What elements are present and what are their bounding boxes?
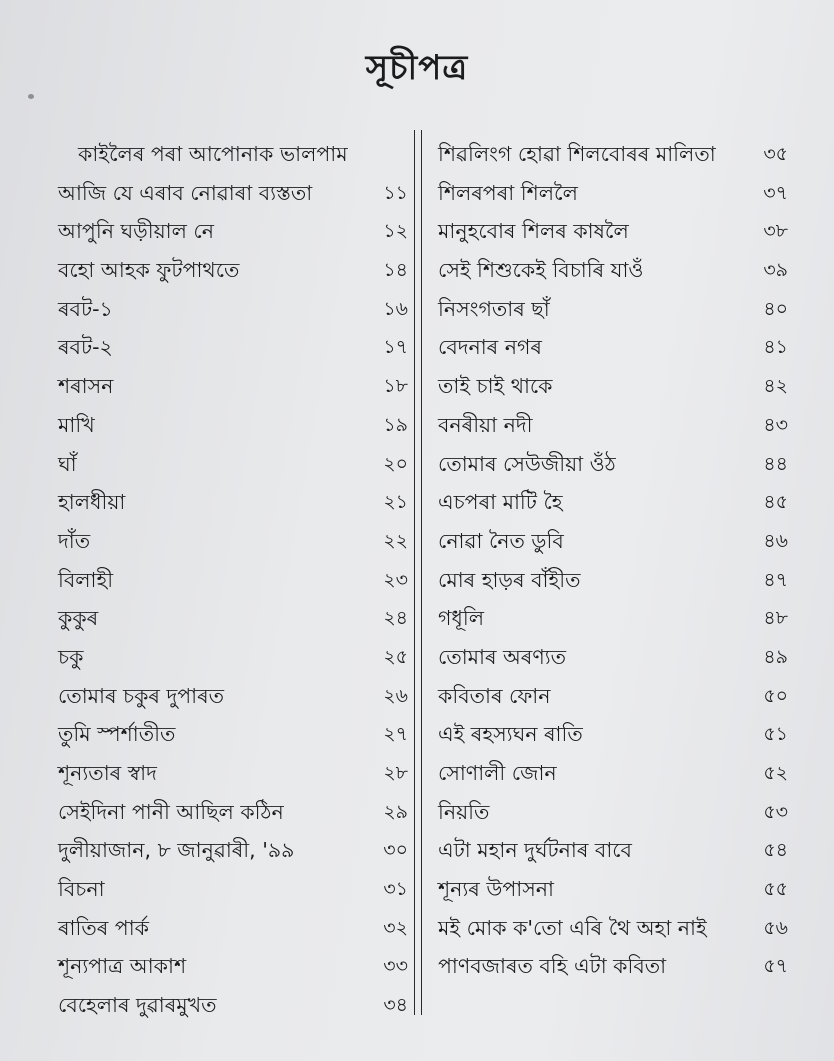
- toc-entry-title: বেহেলাৰ দুৱাৰমুখত: [58, 993, 217, 1018]
- toc-entry-page: ৩৫: [763, 143, 788, 165]
- toc-entry-title: শৰাসন: [58, 374, 114, 399]
- toc-entry-title: এটা মহান দুৰ্ঘটনাৰ বাবে: [438, 838, 632, 863]
- toc-entry-page: ২৪: [383, 607, 408, 630]
- toc-entry-title: তুমি স্পৰ্শাতীত: [58, 722, 176, 747]
- toc-entry: [58, 522, 408, 561]
- toc-entry-title: সেই শিশুকেই বিচাৰি যাওঁ: [438, 258, 644, 283]
- toc-entry-title: চকু: [58, 644, 84, 669]
- toc-entry-title: কাইলৈৰ পৰা আপোনাক ভালপাম: [78, 142, 348, 166]
- toc-entry-title: মই মোক ক'তো এৰি থৈ অহা নাই: [438, 915, 707, 940]
- toc-entry-title: তোমাৰ চকুৰ দুপাৰত: [58, 683, 225, 708]
- toc-entry: [438, 251, 788, 290]
- toc-entry-title: সোণালী জোন: [438, 761, 557, 785]
- toc-entry-page: ৫৬: [763, 916, 788, 939]
- toc-entry-page: ৫১: [763, 723, 788, 746]
- toc-entry-title: শিৱলিংগ হোৱা শিলবোৰৰ মালিতা: [438, 142, 716, 166]
- toc-entry-title: বহো আহক ফুটপাথতে: [58, 258, 240, 283]
- toc-entry: [58, 831, 408, 870]
- toc-entry-page: ১৯: [383, 413, 408, 436]
- toc-entry: [438, 290, 788, 329]
- toc-entry-page: ২৭: [383, 723, 408, 746]
- toc-entry: [438, 831, 788, 870]
- toc-entry: [438, 522, 788, 561]
- toc-entry-title: শূন্যতাৰ স্বাদ: [58, 761, 157, 785]
- toc-entry: [438, 715, 788, 754]
- toc-entry-page: ২৩: [383, 568, 408, 591]
- toc-entry-title: আজি যে এৰাব নোৱাৰা ব্যস্ততা: [58, 180, 313, 205]
- toc-entry-page: ৪৩: [763, 413, 788, 436]
- toc-entry: [438, 367, 788, 406]
- toc-entry-title: মোৰ হাড়ৰ বাঁহীত: [438, 567, 581, 592]
- toc-entry: [438, 677, 788, 716]
- toc-entry: [438, 638, 788, 677]
- toc-entry: [438, 406, 788, 445]
- toc-entry: [438, 793, 788, 832]
- toc-entry-page: ১১: [383, 181, 408, 204]
- toc-entry: [58, 715, 408, 754]
- toc-entry: [58, 135, 408, 174]
- toc-entry: [438, 328, 788, 367]
- toc-entry-page: ৫৩: [763, 800, 788, 823]
- toc-entry-page: ৪০: [763, 297, 788, 320]
- toc-entry-title: ৰবট-২: [58, 335, 113, 360]
- toc-entry-page: ৪৯: [763, 645, 788, 668]
- toc-entry-title: এচপৰা মাটি হৈ: [438, 490, 563, 515]
- toc-entry-page: ৩৩: [383, 955, 408, 978]
- toc-entry-title: তোমাৰ অৰণ্যত: [438, 644, 567, 669]
- toc-entry-title: তোমাৰ সেউজীয়া ওঁঠ: [438, 451, 616, 476]
- toc-entry-page: ৫৪: [763, 839, 788, 862]
- toc-entry-title: পাণবজাৰত বহি এটা কবিতা: [438, 954, 667, 979]
- toc-entry: [58, 328, 408, 367]
- toc-entry-title: দুলীয়াজান, ৮ জানুৱাৰী, '৯৯: [58, 838, 295, 863]
- toc-entry-page: ২১: [383, 491, 408, 514]
- toc-entry-title: কুকুৰ: [58, 606, 99, 631]
- toc-entry: [438, 754, 788, 793]
- toc-entry-page: ১৬: [383, 297, 408, 320]
- toc-entry: [438, 909, 788, 948]
- toc-entry-page: ৩২: [383, 916, 408, 939]
- toc-entry: [438, 445, 788, 484]
- toc-entry: [438, 599, 788, 638]
- toc-entry-page: ৩৪: [383, 994, 408, 1017]
- toc-entry: [58, 212, 408, 251]
- toc-entry: [438, 483, 788, 522]
- toc-entry-title: কবিতাৰ ফোন: [438, 683, 551, 708]
- toc-entry-title: নোৱা নৈত ডুবি: [438, 528, 564, 553]
- toc-entry-page: ১৮: [383, 375, 408, 398]
- toc-entry-page: ১৭: [383, 336, 408, 359]
- toc-entry: [58, 677, 408, 716]
- toc-entry-page: ২৫: [383, 645, 408, 668]
- toc-entry-page: ৪৬: [763, 529, 788, 552]
- toc-entry-title: বেদনাৰ নগৰ: [438, 335, 542, 360]
- toc-entry: [58, 367, 408, 406]
- toc-left-column: [58, 135, 408, 1025]
- toc-entry-title: ৰবট-১: [58, 296, 113, 321]
- toc-entry-page: ৪৭: [763, 568, 788, 591]
- toc-entry-title: দাঁত: [58, 528, 91, 553]
- toc-entry-page: ২২: [383, 529, 408, 552]
- toc-entry-page: ১২: [383, 220, 408, 243]
- toc-entry: [58, 947, 408, 986]
- toc-entry: [58, 406, 408, 445]
- toc-entry-title: ৰাতিৰ পাৰ্ক: [58, 915, 149, 940]
- toc-entry: [58, 483, 408, 522]
- toc-entry-page: ২৬: [383, 684, 408, 707]
- toc-entry: [438, 561, 788, 600]
- toc-entry-title: শূন্যপাত্ৰ আকাশ: [58, 954, 187, 979]
- toc-entry: [58, 445, 408, 484]
- toc-entry-page: ৪৫: [763, 491, 788, 514]
- toc-entry-page: ২৮: [383, 762, 408, 784]
- toc-entry: [438, 135, 788, 174]
- toc-entry-title: মাখি: [58, 412, 95, 437]
- toc-entry-page: ৪৪: [763, 452, 788, 475]
- toc-entry-page: ৩৮: [763, 220, 788, 243]
- page-title: সূচীপত্ৰ: [365, 48, 469, 88]
- toc-entry-page: ৩০: [383, 839, 408, 862]
- toc-entry-title: ঘাঁ: [58, 451, 77, 476]
- toc-entry-page: ২০: [383, 452, 408, 475]
- toc-entry-title: আপুনি ঘড়ীয়াল নে: [58, 219, 214, 244]
- toc-entry: [58, 638, 408, 677]
- toc-entry: [58, 561, 408, 600]
- toc-entry-page: ৩৯: [763, 259, 788, 282]
- toc-entry-title: মানুহবোৰ শিলৰ কাষলৈ: [438, 219, 629, 244]
- toc-entry-title: শিলৰপৰা শিললৈ: [438, 180, 578, 205]
- toc-entry: [58, 909, 408, 948]
- toc-entry-title: হালধীয়া: [58, 490, 126, 515]
- toc-entry: [58, 251, 408, 290]
- toc-entry-title: নিয়তি: [438, 799, 490, 824]
- toc-entry-title: বিচনা: [58, 877, 105, 902]
- toc-entry-title: সেইদিনা পানী আছিল কঠিন: [58, 799, 284, 824]
- toc-entry: [58, 174, 408, 213]
- toc-entry-title: শূন্যৰ উপাসনা: [438, 877, 554, 902]
- toc-entry: [58, 986, 408, 1025]
- toc-entry-title: তাই চাই থাকে: [438, 374, 553, 399]
- toc-entry-title: এই ৰহস্যঘন ৰাতি: [438, 722, 583, 747]
- toc-entry-page: ৩৭: [763, 181, 788, 204]
- toc-right-column: [438, 135, 788, 986]
- toc-entry: [58, 870, 408, 909]
- toc-entry: [58, 290, 408, 329]
- toc-entry-title: বিলাহী: [58, 567, 114, 592]
- toc-entry: [438, 947, 788, 986]
- toc-entry: [438, 870, 788, 909]
- toc-entry-title: নিসংগতাৰ ছাঁ: [438, 296, 550, 321]
- toc-entry-title: বনৰীয়া নদী: [438, 412, 533, 437]
- toc-entry-page: ১৪: [383, 259, 408, 282]
- toc-entry-page: ৪৮: [763, 607, 788, 630]
- toc-entry-page: ৫২: [763, 762, 788, 784]
- toc-entry-page: ৫৫: [763, 878, 788, 901]
- toc-entry-title: গধূলি: [438, 606, 485, 631]
- column-divider: [414, 130, 422, 1015]
- toc-entry: [438, 212, 788, 251]
- toc-entry: [58, 793, 408, 832]
- toc-entry-page: ৫৭: [763, 955, 788, 978]
- toc-entry: [438, 174, 788, 213]
- toc-entry-page: ২৯: [383, 800, 408, 823]
- toc-entry-page: ৪২: [763, 375, 788, 398]
- toc-entry: [58, 599, 408, 638]
- toc-entry-page: ৪১: [763, 336, 788, 359]
- toc-entry: [58, 754, 408, 793]
- toc-entry-page: ৩১: [383, 878, 408, 901]
- toc-entry-page: ৫০: [763, 684, 788, 707]
